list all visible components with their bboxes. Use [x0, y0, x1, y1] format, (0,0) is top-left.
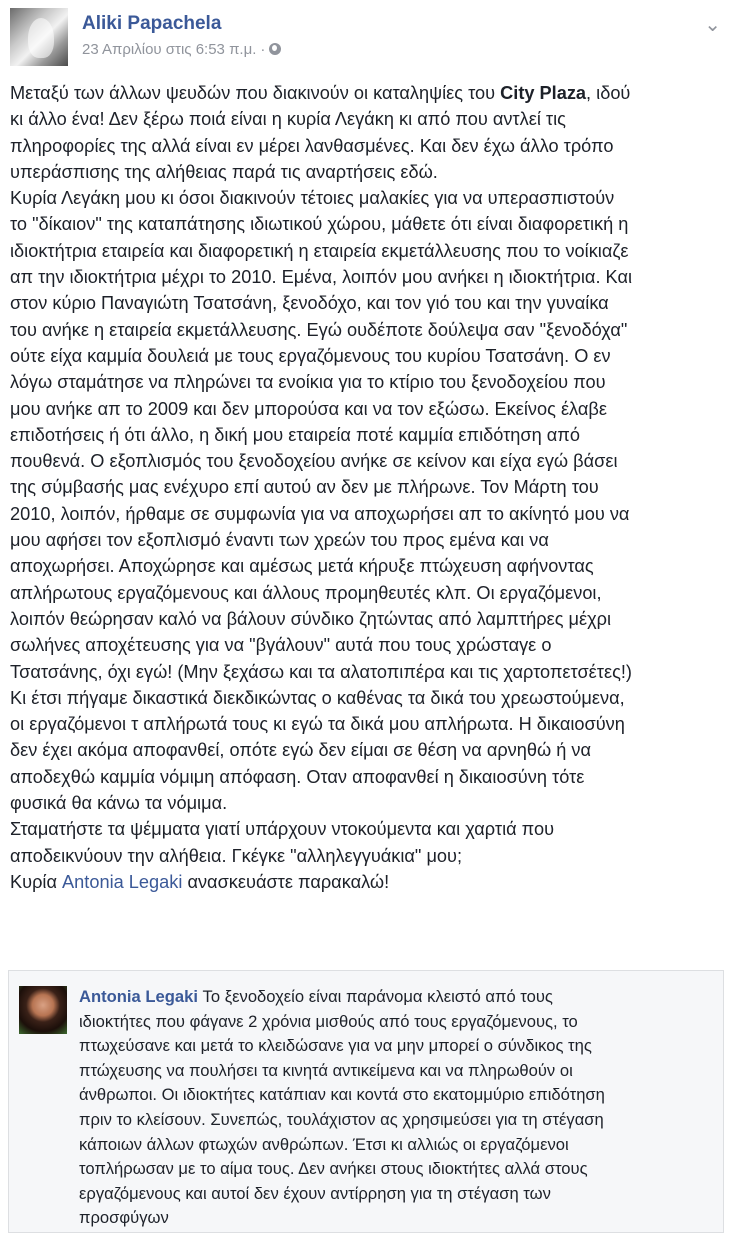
post-line-text: στον κύριο Παναγιώτη Τσατσάνη, ξενοδόχο, και τον γιό του και την γυναίκα: [10, 293, 609, 314]
post-line: [10, 501, 725, 527]
post-line-text: σωλήνες αποχέτευσης για να "βγάλουν" αυτά που τους χρώσταγε ο: [10, 635, 552, 656]
post-line: [10, 396, 725, 422]
post-line: [10, 422, 725, 448]
post-line-text: Κι έτσι πήγαμε δικαστικά διεκδικώντας ο καθένας τα δικά του χρεωστούμενα,: [10, 687, 625, 708]
post-line-text: επιδοτήσεις ή ότι άλλο, η δική μου εταιρεία ποτέ καμμία επιδότηση από: [10, 424, 580, 445]
post-line-text: το "δίκαιον" της καταπάτησης ιδιωτικού χώρου, μάθετε ότι είναι διαφορετική η: [10, 214, 629, 235]
post-line: [10, 869, 725, 895]
post-line-text: Μεταξύ των άλλων ψευδών που διακινούν οι καταληψίες του: [10, 83, 501, 103]
post-line-text: λοιπόν θεώρησαν καλό να βάλουν σύνδικο ζητώντας από λαμπτήρες μέχρι: [10, 608, 612, 629]
post-line: [10, 580, 725, 606]
post-line: [10, 527, 725, 553]
post-line: [10, 448, 725, 474]
quoted-line: κάποιων άλλων φτωχών ανθρώπων. Έτσι κι αλλιώς οι εργαζόμενοι: [79, 1134, 569, 1154]
quoted-line: προσφύγων: [79, 1208, 169, 1228]
post-body: [10, 80, 725, 895]
post-line: [10, 185, 725, 211]
post-line-text: του ανήκε η εταιρεία εκμετάλλευσης. Εγώ ουδέποτε δούλεψα σαν "ξενοδόχα": [10, 319, 628, 340]
post-header: [10, 8, 725, 68]
quoted-author-name[interactable]: Antonia Legaki: [79, 987, 198, 1006]
post-line-text: αποδεικνύουν την αλήθεια. Γκέγκε "αλληλεγγυάκια" μου;: [10, 845, 463, 866]
quoted-line: πτωχεύσανε και μετά το κλειδώσανε για να μην μπορεί ο σύνδικος της: [79, 1036, 592, 1056]
post-line-text: ούτε είχα καμμία δουλειά με τους εργαζόμενους του κυρίου Τσατσάνη. Ο εν: [10, 345, 611, 366]
post-line: [10, 238, 725, 264]
post-timestamp[interactable]: 23 Απριλίου στις 6:53 π.μ.: [82, 41, 257, 58]
quoted-line: πτώχευσης να πουλήσει τα κινητά αντικείμενα και να πληρωθούν οι: [79, 1060, 573, 1080]
post-line-text: φυσικά θα κάνω τα νόμιμα.: [10, 793, 228, 814]
post-line-text: Κυρία Λεγάκη μου κι όσοι διακινούν τέτοιες μαλακίες για να υπερασπιστούν: [10, 188, 615, 209]
post-line-text: απλήρωτους εργαζόμενους και άλλους προμηθευτές κλπ. Οι εργαζόμενοι,: [10, 582, 602, 603]
post-line: [10, 843, 725, 869]
post-line: [10, 369, 725, 395]
quoted-author-avatar[interactable]: [19, 986, 67, 1034]
quoted-line: εργαζόμενους και αυτοί δεν έχουν αντίρρηση για τη στέγαση των: [79, 1183, 551, 1203]
post-line: [10, 685, 725, 711]
post-line: [10, 711, 725, 737]
post-line: [10, 632, 725, 658]
post-line: [10, 317, 725, 343]
post-line: [10, 211, 725, 237]
quoted-line: τοπλήρωσαν με το αίμα τους. Δεν ανήκει στους ιδιοκτήτες αλλά στους: [79, 1159, 588, 1179]
post-line-text: αποδεχθώ καμμία νόμιμη απόφαση. Οταν αποφανθεί η δικαιοσύνη τότε: [10, 766, 585, 787]
post-line: [10, 553, 725, 579]
author-name[interactable]: Aliki Papachela: [82, 13, 222, 34]
emphasized-text: City Plaza: [500, 83, 587, 103]
post-line-text: μου αφήσει τον εξοπλισμό έναντι των χρεών του προς εμένα και να: [10, 530, 549, 551]
post-line-text: 2010, λοιπόν, ήρθαμε σε συμφωνία για να αποχωρήσει απ το ακίνητό μου να: [10, 503, 630, 524]
post-line-text: οι εργαζόμενοι τ απλήρωτά τους κι εγώ τα δικά μου απλήρωτα. Η δικαιοσύνη: [10, 714, 625, 735]
post-line: [10, 816, 725, 842]
post-line-text: κι άλλο ένα! Δεν ξέρω ποιά είναι η κυρία Λεγάκη κι από που αντλεί τις: [10, 109, 566, 130]
post-line-text: Σταματήστε τα ψέμματα γιατί υπάρχουν ντοκούμεντα και χαρτιά που: [10, 819, 555, 840]
post-line-text: δεν έχει ακόμα αποφανθεί, οπότε εγώ δεν είμαι σε θέση να αρνηθώ ή να: [10, 740, 592, 761]
post-line-text: ιδιοκτήτρια εταιρεία και διαφορετική η εταιρεία εκμετάλλευσης που το νοίκιαζε: [10, 240, 629, 261]
post-line-text: της σύμβασής μας ενέχυρο επί αυτού αν δεν με πλήρωνε. Τον Μάρτη του: [10, 477, 599, 498]
quoted-line: άνθρωποι. Οι ιδιοκτήτες κατάπιαν και κοντά στο εκατομμύριο επιδότηση: [79, 1085, 605, 1105]
post-line-text: , ιδού: [586, 83, 631, 103]
post-line: [10, 106, 725, 132]
post-line-text: Τσατσάνης, όχι εγώ! (Μην ξεχάσω και τα αλατοπιπέρα και τις χαρτοπετσέτες!): [10, 661, 632, 682]
post-line-text: Κυρία: [10, 871, 63, 892]
chevron-down-icon[interactable]: ⌄: [704, 14, 721, 36]
post-line: [10, 80, 725, 106]
globe-icon[interactable]: [269, 43, 281, 55]
post-line: [10, 790, 725, 816]
post-line: [10, 606, 725, 632]
post-line: [10, 133, 725, 159]
quoted-comment-text: [79, 985, 719, 1231]
post-line: [10, 290, 725, 316]
mention-link[interactable]: Antonia Legaki: [62, 871, 183, 892]
post-line: [10, 264, 725, 290]
post-line-text: πληροφορίες της αλλά είναι εν μέρει λανθασμένες. Και δεν έχω άλλο τρόπο: [10, 135, 614, 156]
post-line: [10, 343, 725, 369]
quoted-comment: [8, 970, 724, 1233]
post-line: [10, 737, 725, 763]
quoted-line-text: Το ξενοδοχείο είναι παράνομα κλειστό από τους: [197, 987, 553, 1006]
meta-separator: ·: [260, 41, 266, 58]
post-line: [10, 474, 725, 500]
post-line-text: υπεράσπισης της αλήθειας παρά τις αναρτήσεις εδώ.: [10, 161, 438, 182]
post-line-text: ανασκευάστε παρακαλώ!: [182, 871, 390, 892]
post-meta: [82, 41, 281, 58]
post-line-text: πουθενά. Ο εξοπλισμός του ξενοδοχείου ανήκε σε κείνον και είχα εγώ βάσει: [10, 451, 618, 472]
quoted-line: ιδιοκτήτες που φάγανε 2 χρόνια μισθούς από τους εργαζόμενους, το: [79, 1011, 578, 1031]
post-line: [10, 659, 725, 685]
post-line-text: αποχωρήσει. Αποχώρησε και αμέσως μετά κήρυξε πτώχευση αφήνοντας: [10, 556, 594, 577]
post-line-text: μου ανήκε απ το 2009 και δεν μπορούσα και να τον εξώσω. Εκείνος έλαβε: [10, 398, 607, 419]
post-line-text: λόγω σταμάτησε να πληρώνει τα ενοίκια για το κτίριο του ξενοδοχείου που: [10, 372, 606, 393]
post-line: [10, 159, 725, 185]
quoted-line: πριν το κλείσουν. Συνεπώς, τουλάχιστον ας χρησιμεύσει για τη στέγαση: [79, 1109, 604, 1129]
author-avatar[interactable]: [10, 8, 68, 66]
post-line-text: απ την ιδιοκτήτρια μέχρι το 2010. Εμένα, λοιπόν μου ανήκει η ιδιοκτήτρια. Και: [10, 267, 633, 288]
quoted-line: [79, 985, 719, 1010]
post-line: [10, 764, 725, 790]
